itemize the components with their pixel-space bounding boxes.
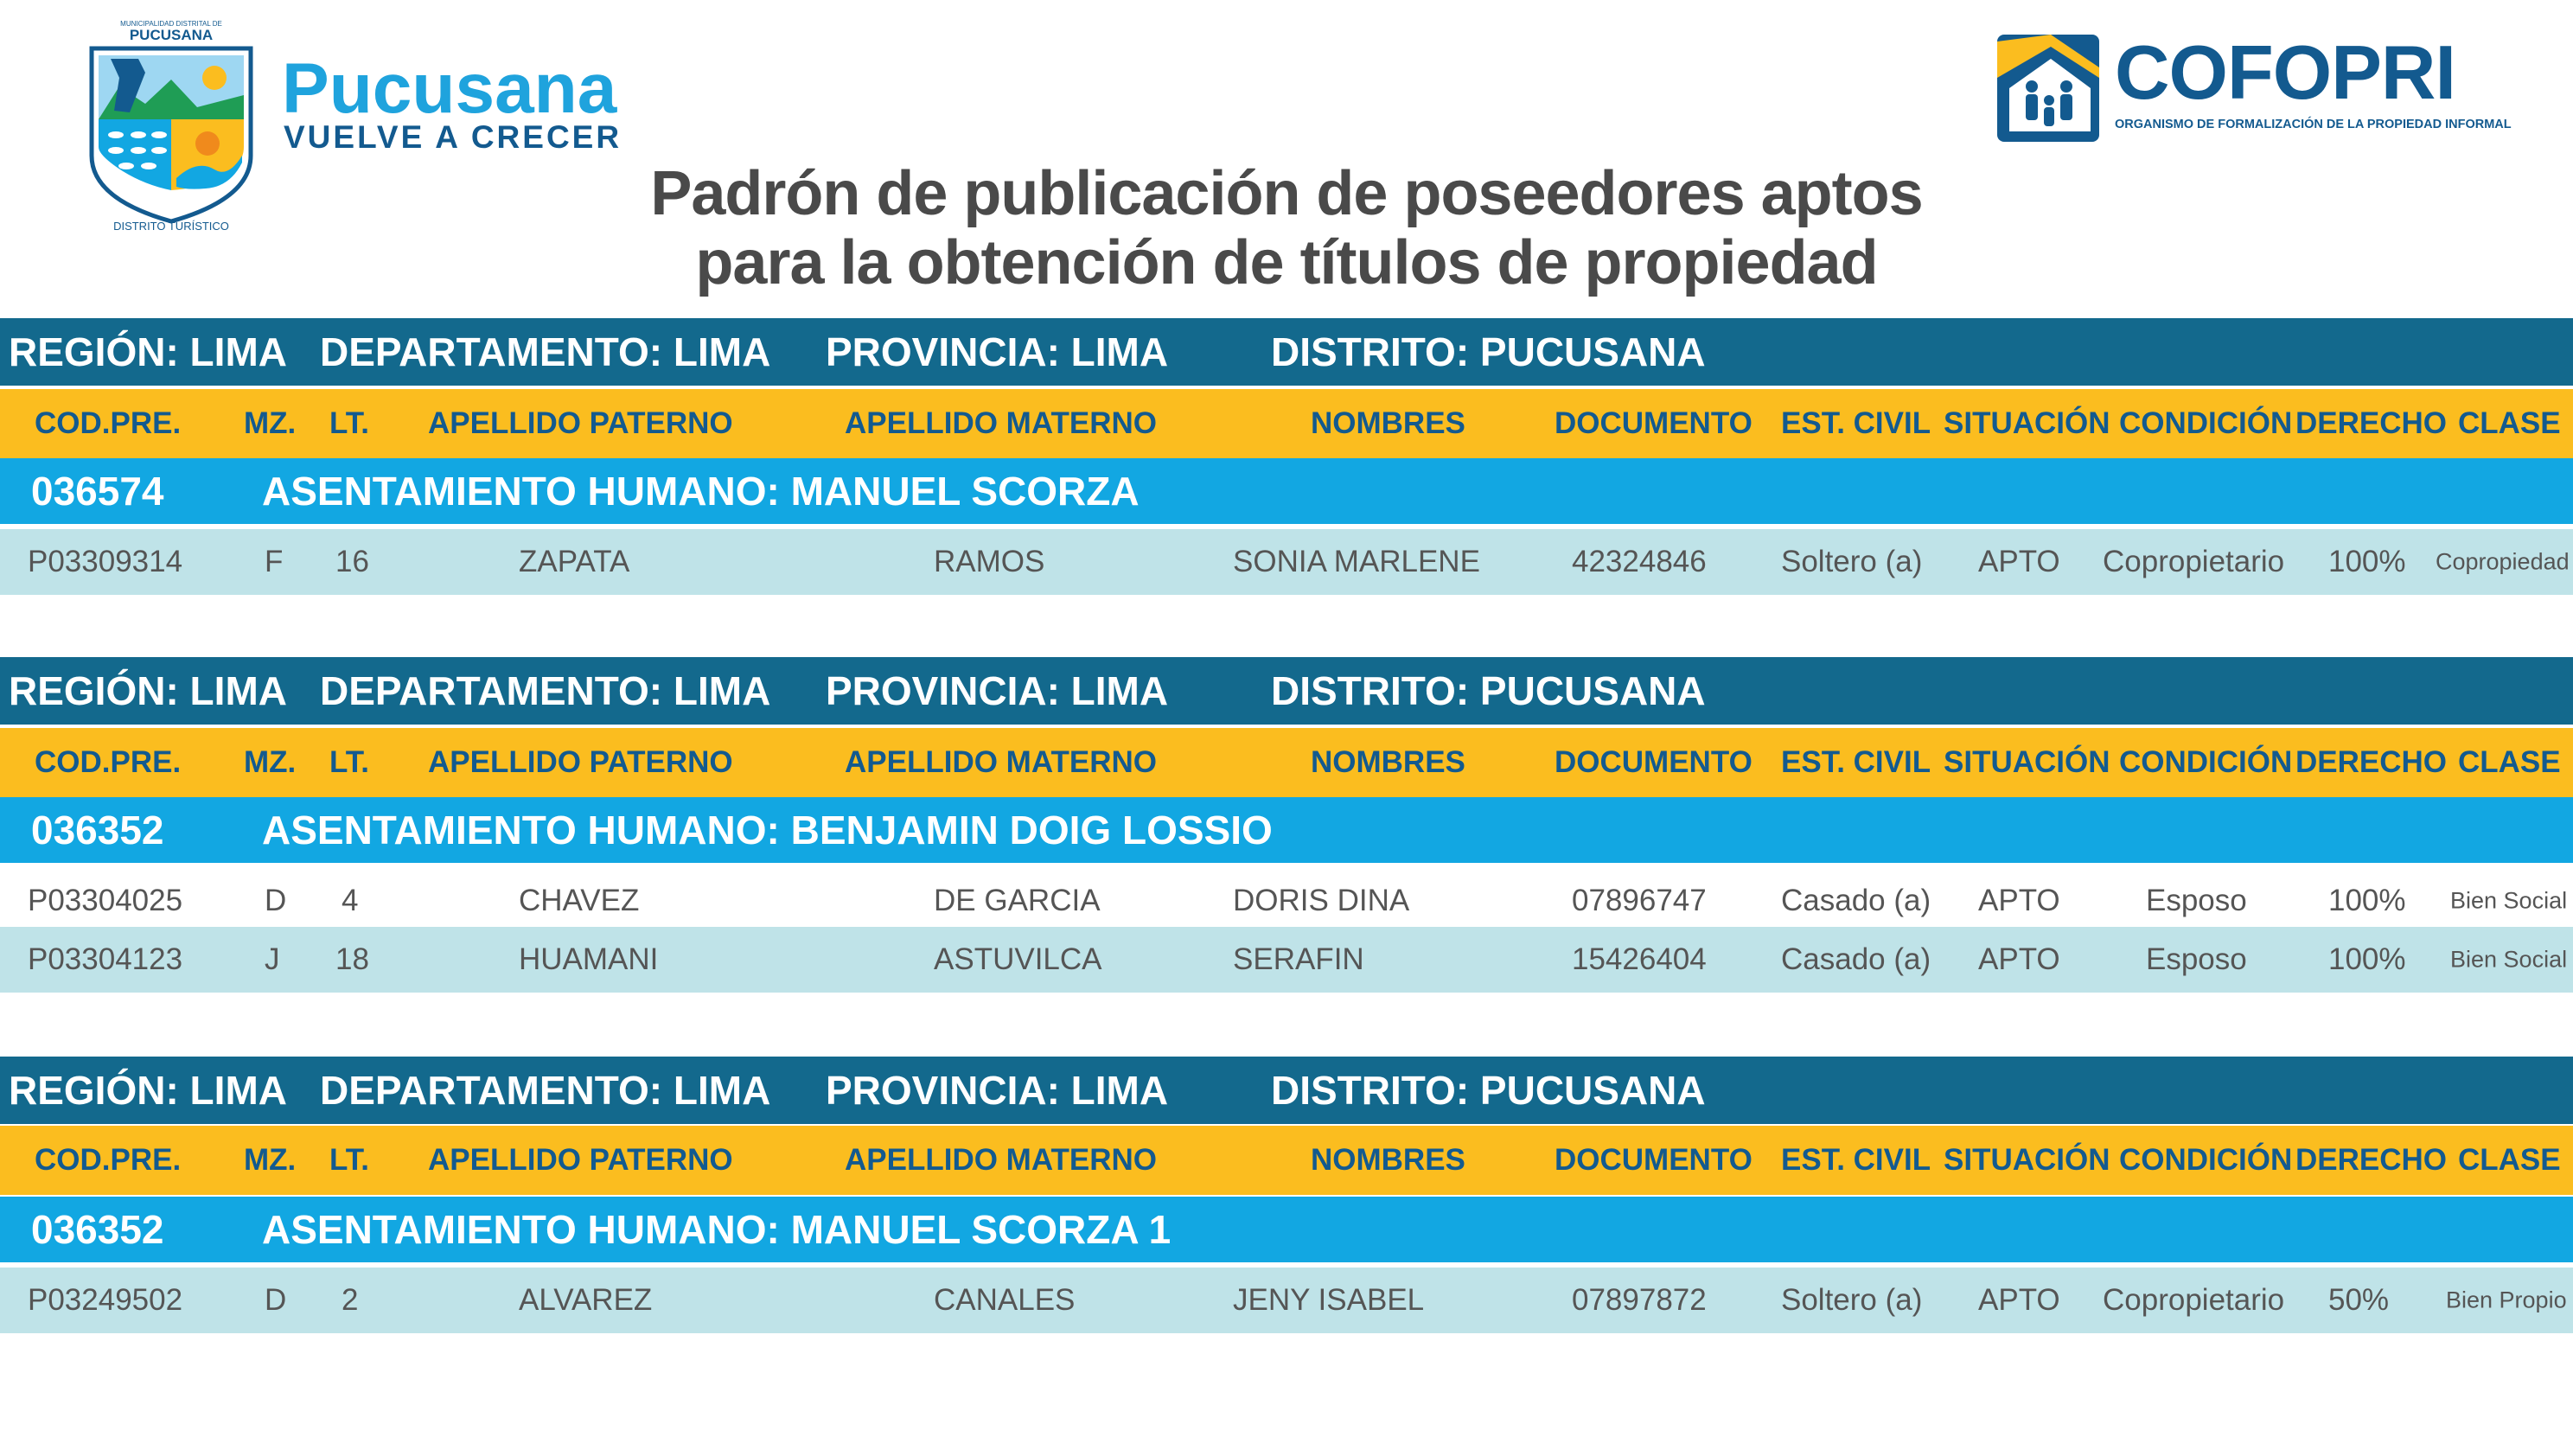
cell-documento: 07896747 <box>1572 884 1707 917</box>
cell-clase: Bien Social <box>2450 946 2568 973</box>
cell-mz: D <box>265 1283 287 1317</box>
col-mz: MZ. <box>244 406 297 440</box>
col-condicion: CONDICIÓN <box>2119 1143 2293 1177</box>
settlement-name: ASENTAMIENTO HUMANO: MANUEL SCORZA 1 <box>262 1207 1172 1252</box>
cell-civil: Casado (a) <box>1781 942 1931 976</box>
cell-nombres: JENY ISABEL <box>1233 1283 1425 1317</box>
table-row <box>0 868 2573 934</box>
cell-situacion: APTO <box>1978 942 2060 976</box>
settlement-bar <box>0 1197 2573 1262</box>
column-header-bar <box>0 389 2573 458</box>
cell-mz: J <box>265 942 280 976</box>
cell-situacion: APTO <box>1978 1283 2060 1317</box>
cell-cod: P03309314 <box>28 545 183 578</box>
region-label: REGIÓN: LIMA <box>9 329 287 374</box>
cell-nombres: DORIS DINA <box>1233 884 1410 917</box>
cell-condicion: Esposo <box>2146 942 2247 976</box>
col-derecho: DERECHO <box>2295 745 2448 779</box>
col-civil: EST. CIVIL <box>1781 1143 1931 1177</box>
cell-condicion: Copropietario <box>2103 545 2285 578</box>
col-cod: COD.PRE. <box>35 1143 182 1177</box>
cell-documento: 42324846 <box>1572 545 1707 578</box>
col-derecho: DERECHO <box>2295 406 2448 440</box>
distrito-label: DISTRITO: PUCUSANA <box>1271 329 1706 374</box>
cell-materno: DE GARCIA <box>934 884 1101 917</box>
col-cod: COD.PRE. <box>35 745 182 779</box>
cell-cod: P03249502 <box>28 1283 183 1317</box>
col-lt: LT. <box>329 745 370 779</box>
region-bar <box>0 318 2573 386</box>
table-row <box>0 529 2573 595</box>
cell-documento: 15426404 <box>1572 942 1707 976</box>
col-documento: DOCUMENTO <box>1555 1143 1753 1177</box>
cell-materno: RAMOS <box>934 545 1045 578</box>
cell-clase: Bien Propio <box>2446 1287 2567 1313</box>
col-civil: EST. CIVIL <box>1781 406 1931 440</box>
col-nombres: NOMBRES <box>1311 406 1465 440</box>
region-bar <box>0 1057 2573 1124</box>
col-clase: CLASE <box>2458 745 2561 779</box>
departamento-label: DEPARTAMENTO: LIMA <box>320 1068 771 1113</box>
col-cod: COD.PRE. <box>35 406 182 440</box>
brand-slogan: VUELVE A CRECER <box>284 119 622 155</box>
cell-cod: P03304123 <box>28 942 183 976</box>
cell-nombres: SONIA MARLENE <box>1233 545 1480 578</box>
cofopri-name: COFOPRI <box>2115 29 2455 115</box>
col-paterno: APELLIDO PATERNO <box>428 406 733 440</box>
region-bar <box>0 657 2573 725</box>
cell-cod: P03304025 <box>28 884 183 917</box>
cell-lt: 2 <box>342 1283 359 1317</box>
col-documento: DOCUMENTO <box>1555 745 1753 779</box>
settlement-name: ASENTAMIENTO HUMANO: MANUEL SCORZA <box>262 469 1140 514</box>
provincia-label: PROVINCIA: LIMA <box>826 668 1169 713</box>
col-mz: MZ. <box>244 1143 297 1177</box>
col-clase: CLASE <box>2458 1143 2561 1177</box>
col-mz: MZ. <box>244 745 297 779</box>
cell-condicion: Esposo <box>2146 884 2247 917</box>
cell-paterno: ZAPATA <box>519 545 630 578</box>
svg-text:PUCUSANA: PUCUSANA <box>129 27 214 43</box>
col-lt: LT. <box>329 1143 370 1177</box>
cell-derecho: 50% <box>2328 1283 2390 1317</box>
table-row <box>0 927 2573 993</box>
distrito-label: DISTRITO: PUCUSANA <box>1271 668 1706 713</box>
settlement-name: ASENTAMIENTO HUMANO: BENJAMIN DOIG LOSSIO <box>262 808 1273 853</box>
cell-situacion: APTO <box>1978 884 2060 917</box>
cell-nombres: SERAFIN <box>1233 942 1364 976</box>
cell-clase: Bien Social <box>2450 887 2568 914</box>
cell-civil: Soltero (a) <box>1781 1283 1923 1317</box>
departamento-label: DEPARTAMENTO: LIMA <box>320 329 771 374</box>
title-line-1: Padrón de publicación de poseedores aptos <box>650 159 1923 228</box>
cell-derecho: 100% <box>2328 884 2406 917</box>
svg-text:DISTRITO TURÍSTICO: DISTRITO TURÍSTICO <box>113 220 229 233</box>
col-documento: DOCUMENTO <box>1555 406 1753 440</box>
col-clase: CLASE <box>2458 406 2561 440</box>
cell-situacion: APTO <box>1978 545 2060 578</box>
cell-materno: ASTUVILCA <box>934 942 1102 976</box>
col-situacion: SITUACIÓN <box>1944 745 2110 779</box>
settlement-bar <box>0 797 2573 863</box>
cell-mz: F <box>265 545 284 578</box>
cell-derecho: 100% <box>2328 545 2406 578</box>
cell-mz: D <box>265 884 287 917</box>
cell-documento: 07897872 <box>1572 1283 1707 1317</box>
settlement-bar <box>0 458 2573 524</box>
departamento-label: DEPARTAMENTO: LIMA <box>320 668 771 713</box>
distrito-label: DISTRITO: PUCUSANA <box>1271 1068 1706 1113</box>
col-civil: EST. CIVIL <box>1781 745 1931 779</box>
col-materno: APELLIDO MATERNO <box>845 1143 1158 1177</box>
col-condicion: CONDICIÓN <box>2119 745 2293 779</box>
col-situacion: SITUACIÓN <box>1944 1143 2110 1177</box>
settlement-code: 036352 <box>31 808 164 853</box>
cell-clase: Copropiedad <box>2436 548 2570 575</box>
col-paterno: APELLIDO PATERNO <box>428 745 733 779</box>
col-materno: APELLIDO MATERNO <box>845 406 1158 440</box>
column-header-bar <box>0 728 2573 797</box>
page-title <box>0 159 2573 297</box>
region-label: REGIÓN: LIMA <box>9 668 287 713</box>
settlement-code: 036574 <box>31 469 164 514</box>
svg-text:MUNICIPALIDAD DISTRITAL DE: MUNICIPALIDAD DISTRITAL DE <box>120 20 222 28</box>
cofopri-subtitle: ORGANISMO DE FORMALIZACIÓN DE LA PROPIEDAD INFORMAL <box>2115 118 2512 131</box>
cell-derecho: 100% <box>2328 942 2406 976</box>
cell-civil: Soltero (a) <box>1781 545 1923 578</box>
provincia-label: PROVINCIA: LIMA <box>826 1068 1169 1113</box>
cell-materno: CANALES <box>934 1283 1076 1317</box>
cofopri-house-icon <box>1997 35 2099 142</box>
cell-lt: 16 <box>335 545 369 578</box>
col-paterno: APELLIDO PATERNO <box>428 1143 733 1177</box>
table-row <box>0 1268 2573 1333</box>
provincia-label: PROVINCIA: LIMA <box>826 329 1169 374</box>
cell-condicion: Copropietario <box>2103 1283 2285 1317</box>
col-nombres: NOMBRES <box>1311 1143 1465 1177</box>
cell-civil: Casado (a) <box>1781 884 1931 917</box>
col-derecho: DERECHO <box>2295 1143 2448 1177</box>
cell-paterno: HUAMANI <box>519 942 659 976</box>
cell-lt: 18 <box>335 942 369 976</box>
cell-paterno: ALVAREZ <box>519 1283 653 1317</box>
column-header-bar <box>0 1126 2573 1195</box>
col-materno: APELLIDO MATERNO <box>845 745 1158 779</box>
title-line-2: para la obtención de títulos de propiedad <box>695 228 1878 297</box>
settlement-code: 036352 <box>31 1207 164 1252</box>
col-lt: LT. <box>329 406 370 440</box>
region-label: REGIÓN: LIMA <box>9 1068 287 1113</box>
col-nombres: NOMBRES <box>1311 745 1465 779</box>
cell-lt: 4 <box>342 884 359 917</box>
col-situacion: SITUACIÓN <box>1944 406 2110 440</box>
brand-name: Pucusana <box>282 49 617 128</box>
col-condicion: CONDICIÓN <box>2119 406 2293 440</box>
cell-paterno: CHAVEZ <box>519 884 640 917</box>
